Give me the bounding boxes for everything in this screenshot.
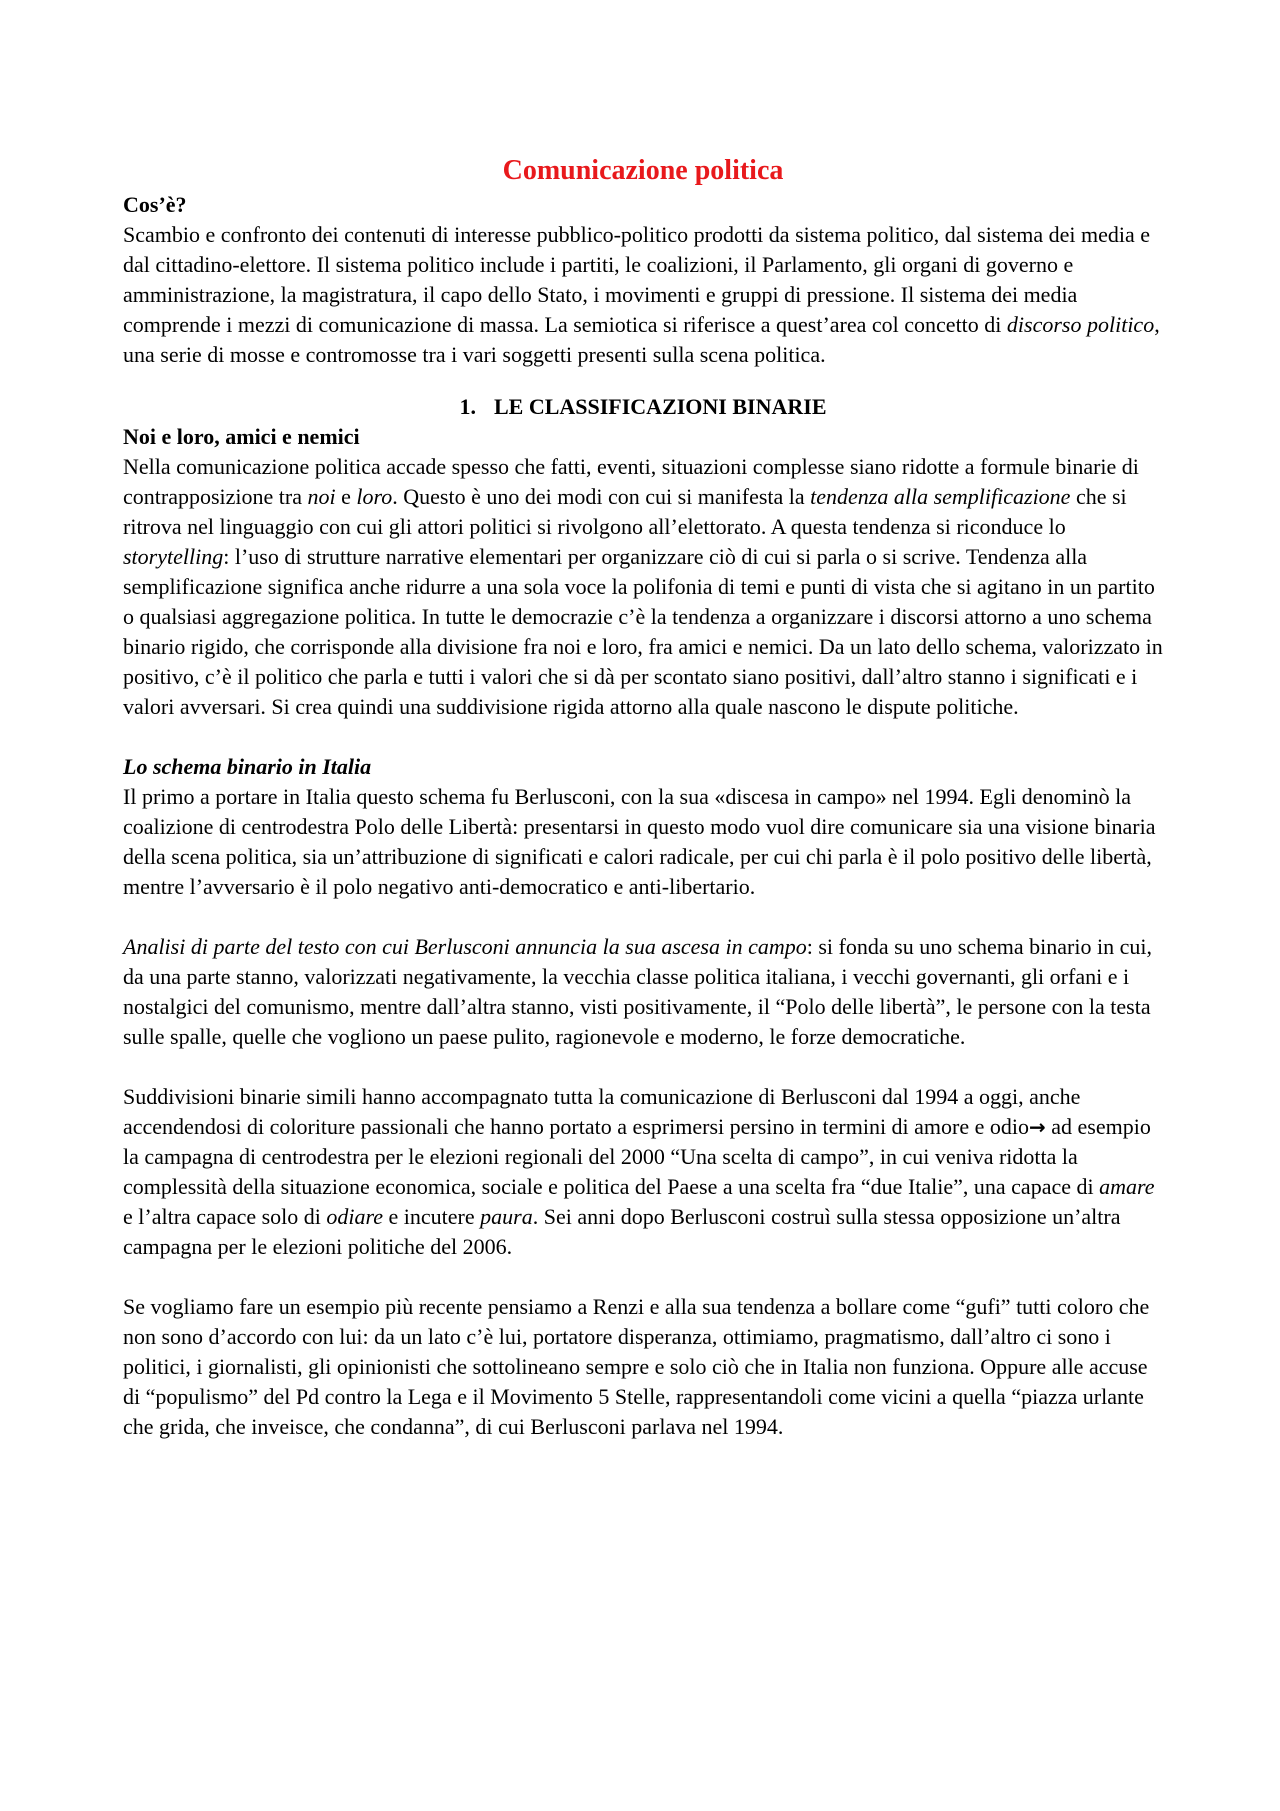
- arrow-right-icon: →: [1029, 1115, 1046, 1139]
- emphasis-noi: noi: [307, 484, 336, 509]
- paragraph-analisi: [123, 932, 1163, 1052]
- paragraph-berlusconi: Il primo a portare in Italia questo schema fu Berlusconi, con la sua «discesa in campo» nel 1994. Egli denominò la coalizione di centrodestra Polo delle Libertà: presentarsi in questo modo vuol dire comunicare sia una visione binaria della scena politica, sia un’attribuzione di significati e calori radicale, per cui chi parla è il polo positivo delle libertà, mentre l’avversario è il polo negativo anti-democratico e anti-libertario.: [123, 784, 1156, 899]
- emphasis-semplificazione: tendenza alla semplificazione: [810, 484, 1071, 509]
- section-number: 1.: [459, 394, 476, 419]
- emphasis-analisi: Analisi di parte del testo con cui Berlusconi annuncia la sua ascesa in campo: [123, 934, 807, 959]
- text-run: Suddivisioni binarie simili hanno accompagnato tutta la comunicazione di Berlusconi dal 1994 a oggi, anche accendendosi di coloriture passionali che hanno portato a esprimersi persino in termini di amore e odio: [123, 1084, 1081, 1139]
- text-run: ad esempio la campagna di centrodestra per le elezioni regionali del 2000 “Una scelta di campo”, in cui veniva ridotta la complessità della situazione economica, sociale e politica del Paese a una scelta fra “due Italie”, una capace di: [123, 1114, 1151, 1199]
- subheading-italia: Lo schema binario in Italia: [123, 754, 372, 779]
- emphasis-paura: paura: [480, 1204, 533, 1229]
- intro-heading: Cos’è?: [123, 192, 187, 217]
- intro-text: Scambio e confronto dei contenuti di interesse pubblico-politico prodotti da sistema politico, dal sistema dei media e dal cittadino-elettore. Il sistema politico include i partiti, le coalizioni, il Parlamento, gli organi di governo e amministrazione, la magistratura, il capo dello Stato, i movimenti e gruppi di pressione. Il sistema dei media comprende i mezzi di comunicazione di massa. La semiotica si riferisce a quest’area col concetto di: [123, 222, 1151, 337]
- section-title: LE CLASSIFICAZIONI BINARIE: [493, 394, 827, 419]
- section-heading: [123, 392, 1163, 422]
- text-run: . Sei anni dopo Berlusconi costruì sulla stessa opposizione un’altra campagna per le elezioni politiche del 2006.: [123, 1204, 1121, 1259]
- emphasis-storytelling: storytelling: [123, 544, 224, 569]
- text-run: e incutere: [383, 1204, 481, 1229]
- document-title: Comunicazione politica: [502, 155, 784, 186]
- document-content: [123, 152, 1163, 1442]
- text-run: . Questo è uno dei modi con cui si manifesta la: [392, 484, 811, 509]
- text-run: : si fonda su uno schema binario in cui, da una parte stanno, valorizzati negativamente, la vecchia classe politica italiana, i vecchi governanti, gli orfani e i nostalgici del comunismo, mentre dall’altra stanno, visti positivamente, il “Polo delle libertà”, le persone con la testa sulle spalle, quelle che vogliono un paese pulito, ragionevole e moderno, le forze democratiche.: [123, 934, 1152, 1049]
- paragraph-suddivisioni: [123, 1082, 1163, 1262]
- text-run: e: [335, 484, 357, 509]
- emphasis-odiare: odiare: [326, 1204, 384, 1229]
- paragraph-noi-loro: [123, 452, 1163, 722]
- text-run: : l’uso di strutture narrative elementari per organizzare ciò di cui si parla o si scrive. Tendenza alla semplificazione significa anche ridurre a una sola voce la polifonia di temi e punti di vista che si agitano in un partito o qualsiasi aggregazione politica. In tutte le democrazie c’è la tendenza a organizzare i discorsi attorno a uno schema binario rigido, che corrisponde alla divisione fra noi e loro, fra amici e nemici. Da un lato dello schema, valorizzato in positivo, c’è il politico che parla e tutti i valori che si dà per scontato siano positivi, dall’altro stanno i significati e i valori avversari. Si crea quindi una suddivisione rigida attorno alla quale nascono le dispute politiche.: [123, 544, 1163, 719]
- intro-emphasis: discorso politico: [1006, 312, 1155, 337]
- intro-text-end: , una serie di mosse e contromosse tra i vari soggetti presenti sulla scena politica.: [123, 312, 1160, 367]
- paragraph-renzi: Se vogliamo fare un esempio più recente pensiamo a Renzi e alla sua tendenza a bollare come “gufi” tutti coloro che non sono d’accordo con lui: da un lato c’è lui, portatore disperanza, ottimiamo, pragmatismo, dall’altro ci sono i politici, i giornalisti, gli opinionisti che sottolineano sempre e solo ciò che in Italia non funziona. Oppure alle accuse di “populismo” del Pd contro la Lega e il Movimento 5 Stelle, rappresentandoli come vicini a quella “piazza urlante che grida, che inveisce, che condanna”, di cui Berlusconi parlava nel 1994.: [123, 1294, 1150, 1439]
- emphasis-loro: loro: [356, 484, 393, 509]
- emphasis-amare: amare: [1099, 1174, 1155, 1199]
- subheading-noi-loro: Noi e loro, amici e nemici: [123, 424, 360, 449]
- intro-paragraph: [123, 220, 1163, 370]
- text-run: e l’altra capace solo di: [123, 1204, 327, 1229]
- text-run: che si ritrova nel linguaggio con cui gli attori politici si rivolgono all’elettorato. A questa tendenza si riconduce lo: [123, 484, 1127, 539]
- text-run: Nella comunicazione politica accade spesso che fatti, eventi, situazioni complesse siano ridotte a formule binarie di contrapposizione tra: [123, 454, 1139, 509]
